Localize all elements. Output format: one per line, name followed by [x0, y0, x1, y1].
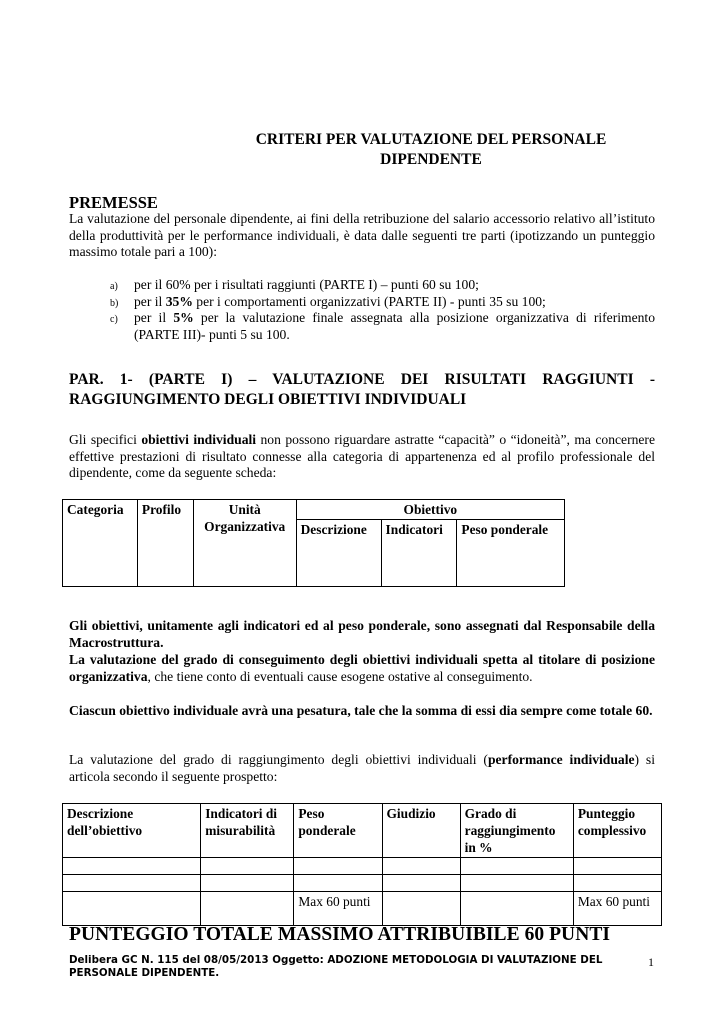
premesse-heading: PREMESSE: [69, 193, 158, 212]
table-row: [63, 892, 662, 926]
list-item: a) per il 60% per i risultati raggiunti (PARTE I) – punti 60 su 100;: [110, 277, 655, 294]
note-valutazione: La valutazione del grado di conseguimento degli obiettivi individuali spetta al titolare di posizione organizzativa, che tiene conto di eventuali cause esogene ostative al conseguimento.: [69, 652, 655, 684]
title-line-2: DIPENDENTE: [380, 151, 482, 168]
note-pesatura: Ciascun obiettivo individuale avrà una pesatura, tale che la somma di essi dia sempre come totale 60.: [69, 703, 653, 718]
header-profilo: Profilo: [137, 500, 193, 587]
section-heading-par1: PAR. 1- (PARTE I) – VALUTAZIONE DEI RISULTATI RAGGIUNTI - RAGGIUNGIMENTO DEGLI OBIETTIVI INDIVIDUALI: [69, 371, 655, 408]
header-unita: Unità Organizzativa: [193, 500, 296, 587]
document-title: [236, 130, 626, 170]
list-item: b) per il 35% per i comportamenti organizzativi (PARTE II) - punti 35 su 100;: [110, 294, 655, 311]
header-grado-raggiungimento: Grado di raggiungimento in %: [460, 804, 573, 858]
max-peso-cell: Max 60 punti: [294, 892, 382, 926]
header-indicatori: Indicatori: [381, 520, 457, 587]
header-peso-ponderale: Peso ponderale: [294, 804, 382, 858]
header-indicatori-misurabilita: Indicatori di misurabilità: [201, 804, 294, 858]
list-item: c) per il 5% per la valutazione finale assegnata alla posizione organizzativa di riferimento (PARTE III)- punti 5 su 100.: [110, 310, 655, 343]
note-assegnazione: Gli obiettivi, unitamente agli indicatori ed al peso ponderale, sono assegnati dal Responsabile della Macrostruttura.: [69, 618, 655, 650]
page-number: 1: [648, 955, 654, 969]
premesse-text: La valutazione del personale dipendente, ai fini della retribuzione del salario accessorio relativo all’istituto della produttività per le performance individuali, è data dalle seguenti tre parti (ipotizzando un punteggio massimo totale pari a 100):: [69, 211, 655, 260]
table-row: [63, 875, 662, 892]
list-marker: b): [110, 297, 119, 309]
table-row: [63, 858, 662, 875]
title-line-1: CRITERI PER VALUTAZIONE DEL PERSONALE: [255, 131, 607, 148]
header-giudizio: Giudizio: [382, 804, 460, 858]
header-peso: Peso ponderale: [457, 520, 565, 587]
header-obiettivo: Obiettivo: [296, 500, 564, 520]
list-marker: c): [110, 314, 118, 326]
header-descrizione: Descrizione: [296, 520, 381, 587]
list-marker: a): [110, 281, 118, 292]
premesse-list: [110, 277, 655, 344]
total-score-heading: PUNTEGGIO TOTALE MASSIMO ATTRIBUIBILE 60 PUNTI: [69, 924, 611, 945]
header-descrizione-obiettivo: Descrizione dell’obiettivo: [63, 804, 201, 858]
par1-intro: Gli specifici obiettivi individuali non possono riguardare astratte “capacità” o “idoneità”, ma concernere effettive prestazioni di risultato connesse alla categoria di appartenenza ed al profilo professionale del dipendente, come da seguente scheda:: [69, 432, 655, 481]
header-categoria: Categoria: [63, 500, 138, 587]
header-punteggio-complessivo: Punteggio complessivo: [573, 804, 661, 858]
max-punteggio-cell: Max 60 punti: [573, 892, 661, 926]
note-prospetto: La valutazione del grado di raggiungimento degli obiettivi individuali (performance individuale) si articola secondo il seguente prospetto:: [69, 752, 655, 784]
evaluation-table: [62, 803, 662, 926]
table-header-row: [63, 804, 662, 858]
footer-text: Delibera GC N. 115 del 08/05/2013 Oggetto: ADOZIONE METODOLOGIA DI VALUTAZIONE DEL PERSONALE DIPENDENTE.: [69, 954, 603, 979]
objectives-table: [62, 499, 565, 587]
